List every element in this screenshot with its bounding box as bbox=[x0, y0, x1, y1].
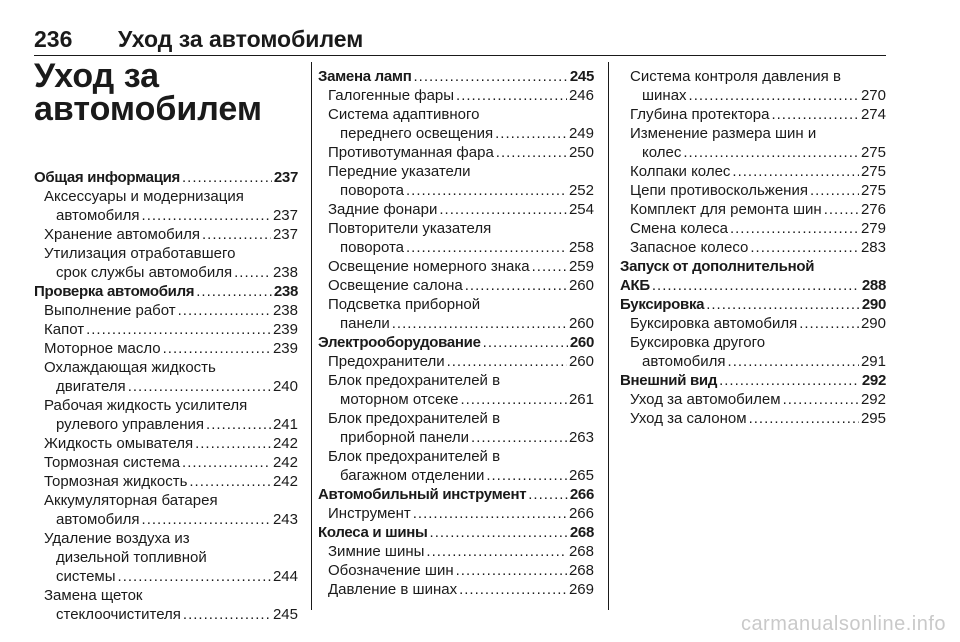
toc-page-number: 241 bbox=[272, 416, 298, 433]
dot-leader bbox=[459, 580, 567, 599]
dot-leader bbox=[732, 162, 859, 181]
dot-leader bbox=[182, 168, 272, 187]
toc-entry-title: Комплект для ремонта шин bbox=[630, 201, 822, 218]
toc-page-number: 238 bbox=[272, 302, 298, 319]
toc-entry[interactable] bbox=[34, 491, 298, 529]
toc-entry[interactable] bbox=[318, 105, 594, 143]
dot-leader bbox=[456, 561, 567, 580]
toc-entry[interactable] bbox=[318, 143, 594, 162]
toc-section-entry[interactable] bbox=[318, 333, 594, 352]
toc-page-number: 249 bbox=[568, 125, 594, 142]
toc-page-number: 237 bbox=[273, 169, 298, 186]
toc-page-number: 266 bbox=[569, 486, 594, 503]
toc-page-number: 269 bbox=[568, 581, 594, 598]
dot-leader bbox=[652, 276, 860, 295]
toc-page-number: 290 bbox=[861, 296, 886, 313]
toc-entry-title: Моторное масло bbox=[44, 340, 161, 357]
toc-page-number: 268 bbox=[568, 543, 594, 560]
toc-page-number: 244 bbox=[272, 568, 298, 585]
dot-leader bbox=[456, 86, 567, 105]
dot-leader bbox=[799, 314, 859, 333]
dot-leader bbox=[495, 124, 567, 143]
toc-entry-title: Жидкость омывателя bbox=[44, 435, 194, 452]
dot-leader bbox=[182, 453, 271, 472]
toc-entry-title: Аккумуляторная батарея bbox=[44, 492, 218, 509]
chapter-title-line: автомобилем bbox=[34, 90, 263, 128]
toc-entry-title: Запуск от дополнительной bbox=[620, 258, 815, 275]
toc-entry-title: Запасное колесо bbox=[630, 239, 749, 256]
toc-entry-title: Освещение номерного знака bbox=[328, 258, 530, 275]
chapter-title bbox=[34, 57, 304, 128]
toc-entry[interactable] bbox=[34, 453, 298, 472]
toc-entry[interactable] bbox=[620, 105, 886, 124]
dot-leader bbox=[810, 181, 859, 200]
toc-page-number: 250 bbox=[568, 144, 594, 161]
toc-page-number: 290 bbox=[860, 315, 886, 332]
dot-leader bbox=[430, 523, 568, 542]
toc-entry[interactable] bbox=[318, 219, 594, 257]
page-header bbox=[34, 26, 886, 52]
toc-entry-title: дизельной топливной bbox=[56, 549, 207, 566]
toc-entry-title: срок службы автомобиля bbox=[56, 264, 233, 281]
toc-entry-title: Обозначение шин bbox=[328, 562, 454, 579]
toc-page-number: 242 bbox=[272, 454, 298, 471]
toc-page-number: 276 bbox=[860, 201, 886, 218]
toc-entry-title: Цепи противоскольжения bbox=[630, 182, 808, 199]
toc-entry[interactable] bbox=[34, 529, 298, 586]
chapter-title-line: Уход за bbox=[34, 57, 160, 95]
toc-entry-title: рулевого управления bbox=[56, 416, 205, 433]
dot-leader bbox=[439, 200, 567, 219]
dot-leader bbox=[730, 219, 859, 238]
toc-page-number: 260 bbox=[568, 353, 594, 370]
toc-section-entry[interactable] bbox=[318, 67, 594, 86]
toc-entry-title: Блок предохранителей в bbox=[328, 372, 501, 389]
dot-leader bbox=[142, 510, 271, 529]
toc-entry-title: Электрооборудование bbox=[318, 334, 481, 351]
toc-page-number: 238 bbox=[273, 283, 298, 300]
dot-leader bbox=[128, 377, 271, 396]
toc-entry-title: автомобиля bbox=[56, 511, 140, 528]
toc-entry[interactable] bbox=[620, 314, 886, 333]
toc-page-number: 260 bbox=[568, 315, 594, 332]
toc-page-number: 245 bbox=[272, 606, 298, 623]
toc-entry[interactable] bbox=[620, 124, 886, 162]
toc-entry-title: шинах bbox=[642, 87, 687, 104]
toc-page-number: 291 bbox=[860, 353, 886, 370]
toc-entry[interactable] bbox=[318, 86, 594, 105]
toc-entry-title: Глубина протектора bbox=[630, 106, 770, 123]
toc-entry-title: АКБ bbox=[620, 277, 650, 294]
toc-entry-title: Галогенные фары bbox=[328, 87, 455, 104]
toc-entry-title: Автомобильный инструмент bbox=[318, 486, 527, 503]
toc-entry-title: Утилизация отработавшего bbox=[44, 245, 236, 262]
toc-entry-title: Смена колеса bbox=[630, 220, 728, 237]
toc-page-number: 266 bbox=[568, 505, 594, 522]
toc-entry-title: двигателя bbox=[56, 378, 126, 395]
toc-section-entry[interactable] bbox=[620, 257, 886, 295]
toc-page-number: 254 bbox=[568, 201, 594, 218]
toc-entry[interactable] bbox=[34, 320, 298, 339]
toc-entry[interactable] bbox=[620, 390, 886, 409]
toc-page-number: 237 bbox=[272, 207, 298, 224]
dot-leader bbox=[728, 352, 859, 371]
toc-entry[interactable] bbox=[620, 219, 886, 238]
toc-entry[interactable] bbox=[34, 358, 298, 396]
toc-entry-title: Уход за салоном bbox=[630, 410, 747, 427]
toc-page-number: 268 bbox=[568, 562, 594, 579]
toc-page-number: 239 bbox=[272, 340, 298, 357]
dot-leader bbox=[750, 238, 859, 257]
dot-leader bbox=[771, 105, 859, 124]
dot-leader bbox=[719, 371, 860, 390]
column-divider bbox=[311, 62, 312, 610]
toc-page-number: 270 bbox=[860, 87, 886, 104]
watermark: carmanualsonline.info bbox=[740, 613, 946, 635]
toc-page-number: 237 bbox=[272, 226, 298, 243]
toc-page-number: 239 bbox=[272, 321, 298, 338]
dot-leader bbox=[460, 390, 567, 409]
dot-leader bbox=[86, 320, 271, 339]
toc-page-number: 258 bbox=[568, 239, 594, 256]
dot-leader bbox=[706, 295, 860, 314]
toc-entry[interactable] bbox=[34, 225, 298, 244]
toc-page-number: 275 bbox=[860, 144, 886, 161]
toc-entry[interactable] bbox=[318, 276, 594, 295]
toc-entry-title: Выполнение работ bbox=[44, 302, 176, 319]
toc-entry-title: моторном отсеке bbox=[340, 391, 459, 408]
toc-entry-title: Блок предохранителей в bbox=[328, 448, 501, 465]
toc-entry-title: стеклоочистителя bbox=[56, 606, 181, 623]
toc-entry[interactable] bbox=[318, 542, 594, 561]
toc-entry-title: Замена ламп bbox=[318, 68, 412, 85]
toc-entry-title: Инструмент bbox=[328, 505, 411, 522]
dot-leader bbox=[234, 263, 271, 282]
toc-entry-title: Уход за автомобилем bbox=[630, 391, 781, 408]
toc-entry-title: Система адаптивного bbox=[328, 106, 480, 123]
toc-entry[interactable] bbox=[34, 434, 298, 453]
toc-entry[interactable] bbox=[318, 162, 594, 200]
toc-entry-title: автомобиля bbox=[56, 207, 140, 224]
toc-entry-title: приборной панели bbox=[340, 429, 470, 446]
toc-entry-title: панели bbox=[340, 315, 390, 332]
toc-entry-title: переднего освещения bbox=[340, 125, 494, 142]
toc-entry-title: Общая информация bbox=[34, 169, 181, 186]
toc-page-number: 283 bbox=[860, 239, 886, 256]
dot-leader bbox=[683, 143, 859, 162]
toc-entry-title: Тормозная жидкость bbox=[44, 473, 188, 490]
toc-entry[interactable] bbox=[318, 409, 594, 447]
toc-entry-title: Аксессуары и модернизация bbox=[44, 188, 244, 205]
dot-leader bbox=[202, 225, 271, 244]
dot-leader bbox=[189, 472, 271, 491]
dot-leader bbox=[528, 485, 568, 504]
toc-entry-title: Буксировка автомобиля bbox=[630, 315, 798, 332]
toc-section-entry[interactable] bbox=[34, 168, 298, 187]
dot-leader bbox=[471, 428, 567, 447]
toc-entry[interactable] bbox=[620, 333, 886, 371]
toc-entry-title: Рабочая жидкость усилителя bbox=[44, 397, 248, 414]
toc-entry-title: Изменение размера шин и bbox=[630, 125, 817, 142]
toc-entry[interactable] bbox=[620, 200, 886, 219]
toc-entry-title: Противотуманная фара bbox=[328, 144, 494, 161]
toc-page-number: 265 bbox=[568, 467, 594, 484]
toc-entry-title: Колпаки колес bbox=[630, 163, 731, 180]
toc-entry-title: Охлаждающая жидкость bbox=[44, 359, 216, 376]
dot-leader bbox=[783, 390, 859, 409]
toc-column-1 bbox=[34, 168, 298, 624]
dot-leader bbox=[465, 276, 567, 295]
toc-entry-title: Буксировка другого bbox=[630, 334, 766, 351]
dot-leader bbox=[142, 206, 271, 225]
toc-page-number: 243 bbox=[272, 511, 298, 528]
toc-section-entry[interactable] bbox=[620, 371, 886, 390]
toc-entry-title: Блок предохранителей в bbox=[328, 410, 501, 427]
toc-entry-title: Подсветка приборной bbox=[328, 296, 481, 313]
dot-leader bbox=[483, 333, 568, 352]
toc-page-number: 260 bbox=[569, 334, 594, 351]
toc-page-number: 275 bbox=[860, 182, 886, 199]
toc-entry-title: Предохранители bbox=[328, 353, 445, 370]
toc-entry-title: Проверка автомобиля bbox=[34, 283, 195, 300]
dot-leader bbox=[195, 434, 271, 453]
toc-section-entry[interactable] bbox=[318, 523, 594, 542]
toc-page-number: 238 bbox=[272, 264, 298, 281]
toc-entry-title: Освещение салона bbox=[328, 277, 463, 294]
toc-entry[interactable] bbox=[34, 396, 298, 434]
toc-entry[interactable] bbox=[620, 238, 886, 257]
toc-entry[interactable] bbox=[318, 561, 594, 580]
toc-page-number: 261 bbox=[568, 391, 594, 408]
toc-entry[interactable] bbox=[318, 295, 594, 333]
toc-column-3 bbox=[620, 67, 886, 428]
toc-entry-title: Тормозная система bbox=[44, 454, 181, 471]
toc-page-number: 242 bbox=[272, 435, 298, 452]
toc-entry[interactable] bbox=[620, 409, 886, 428]
dot-leader bbox=[749, 409, 859, 428]
toc-entry-title: Передние указатели bbox=[328, 163, 471, 180]
toc-page-number: 260 bbox=[568, 277, 594, 294]
dot-leader bbox=[496, 143, 567, 162]
dot-leader bbox=[486, 466, 567, 485]
toc-entry-title: колес bbox=[642, 144, 682, 161]
toc-entry[interactable] bbox=[34, 472, 298, 491]
dot-leader bbox=[392, 314, 567, 333]
toc-section-entry[interactable] bbox=[620, 295, 886, 314]
toc-entry-title: Давление в шинах bbox=[328, 581, 458, 598]
toc-entry-title: Зимние шины bbox=[328, 543, 425, 560]
dot-leader bbox=[183, 605, 271, 624]
toc-entry-title: Система контроля давления в bbox=[630, 68, 841, 85]
toc-section-entry[interactable] bbox=[34, 282, 298, 301]
toc-entry[interactable] bbox=[318, 352, 594, 371]
dot-leader bbox=[532, 257, 567, 276]
dot-leader bbox=[413, 504, 567, 523]
toc-entry[interactable] bbox=[318, 504, 594, 523]
toc-entry[interactable] bbox=[34, 301, 298, 320]
toc-page-number: 274 bbox=[860, 106, 886, 123]
toc-page-number: 279 bbox=[860, 220, 886, 237]
toc-entry[interactable] bbox=[34, 187, 298, 225]
dot-leader bbox=[196, 282, 272, 301]
toc-entry[interactable] bbox=[318, 371, 594, 409]
toc-entry-title: Задние фонари bbox=[328, 201, 438, 218]
toc-entry-title: автомобиля bbox=[642, 353, 726, 370]
toc-page-number: 259 bbox=[568, 258, 594, 275]
toc-entry[interactable] bbox=[620, 67, 886, 105]
toc-page-number: 275 bbox=[860, 163, 886, 180]
page-number: 236 bbox=[34, 26, 73, 52]
toc-page-number: 268 bbox=[569, 524, 594, 541]
toc-entry-title: поворота bbox=[340, 182, 405, 199]
toc-entry[interactable] bbox=[318, 200, 594, 219]
toc-entry[interactable] bbox=[620, 162, 886, 181]
dot-leader bbox=[118, 567, 271, 586]
toc-page-number: 252 bbox=[568, 182, 594, 199]
toc-entry-title: Колеса и шины bbox=[318, 524, 428, 541]
toc-page-number: 292 bbox=[861, 372, 886, 389]
toc-entry-title: Удаление воздуха из bbox=[44, 530, 190, 547]
dot-leader bbox=[163, 339, 271, 358]
toc-entry[interactable] bbox=[318, 580, 594, 599]
toc-entry-title: Внешний вид bbox=[620, 372, 718, 389]
dot-leader bbox=[824, 200, 859, 219]
dot-leader bbox=[426, 542, 567, 561]
toc-column-2 bbox=[318, 67, 594, 599]
toc-page-number: 245 bbox=[569, 68, 594, 85]
dot-leader bbox=[413, 67, 567, 86]
toc-entry-title: Хранение автомобиля bbox=[44, 226, 201, 243]
toc-page-number: 246 bbox=[568, 87, 594, 104]
toc-entry[interactable] bbox=[34, 586, 298, 624]
toc-entry-title: багажном отделении bbox=[340, 467, 485, 484]
dot-leader bbox=[178, 301, 271, 320]
toc-entry[interactable] bbox=[318, 447, 594, 485]
toc-page-number: 240 bbox=[272, 378, 298, 395]
toc-section-entry[interactable] bbox=[318, 485, 594, 504]
toc-entry-title: поворота bbox=[340, 239, 405, 256]
toc-page-number: 242 bbox=[272, 473, 298, 490]
toc-entry-title: Буксировка bbox=[620, 296, 705, 313]
toc-entry[interactable] bbox=[34, 244, 298, 282]
toc-page-number: 263 bbox=[568, 429, 594, 446]
toc-entry[interactable] bbox=[318, 257, 594, 276]
toc-entry[interactable] bbox=[620, 181, 886, 200]
toc-entry[interactable] bbox=[34, 339, 298, 358]
dot-leader bbox=[406, 238, 567, 257]
toc-page-number: 295 bbox=[860, 410, 886, 427]
toc-page-number: 288 bbox=[861, 277, 886, 294]
toc-page-number: 292 bbox=[860, 391, 886, 408]
toc-entry-title: Замена щеток bbox=[44, 587, 143, 604]
toc-entry-title: Капот bbox=[44, 321, 85, 338]
header-rule bbox=[34, 55, 886, 56]
toc-entry-title: Повторители указателя bbox=[328, 220, 492, 237]
dot-leader bbox=[406, 181, 567, 200]
toc-entry-title: системы bbox=[56, 568, 116, 585]
running-title: Уход за автомобилем bbox=[118, 26, 364, 52]
column-divider bbox=[608, 62, 609, 610]
dot-leader bbox=[206, 415, 271, 434]
dot-leader bbox=[689, 86, 859, 105]
dot-leader bbox=[447, 352, 567, 371]
